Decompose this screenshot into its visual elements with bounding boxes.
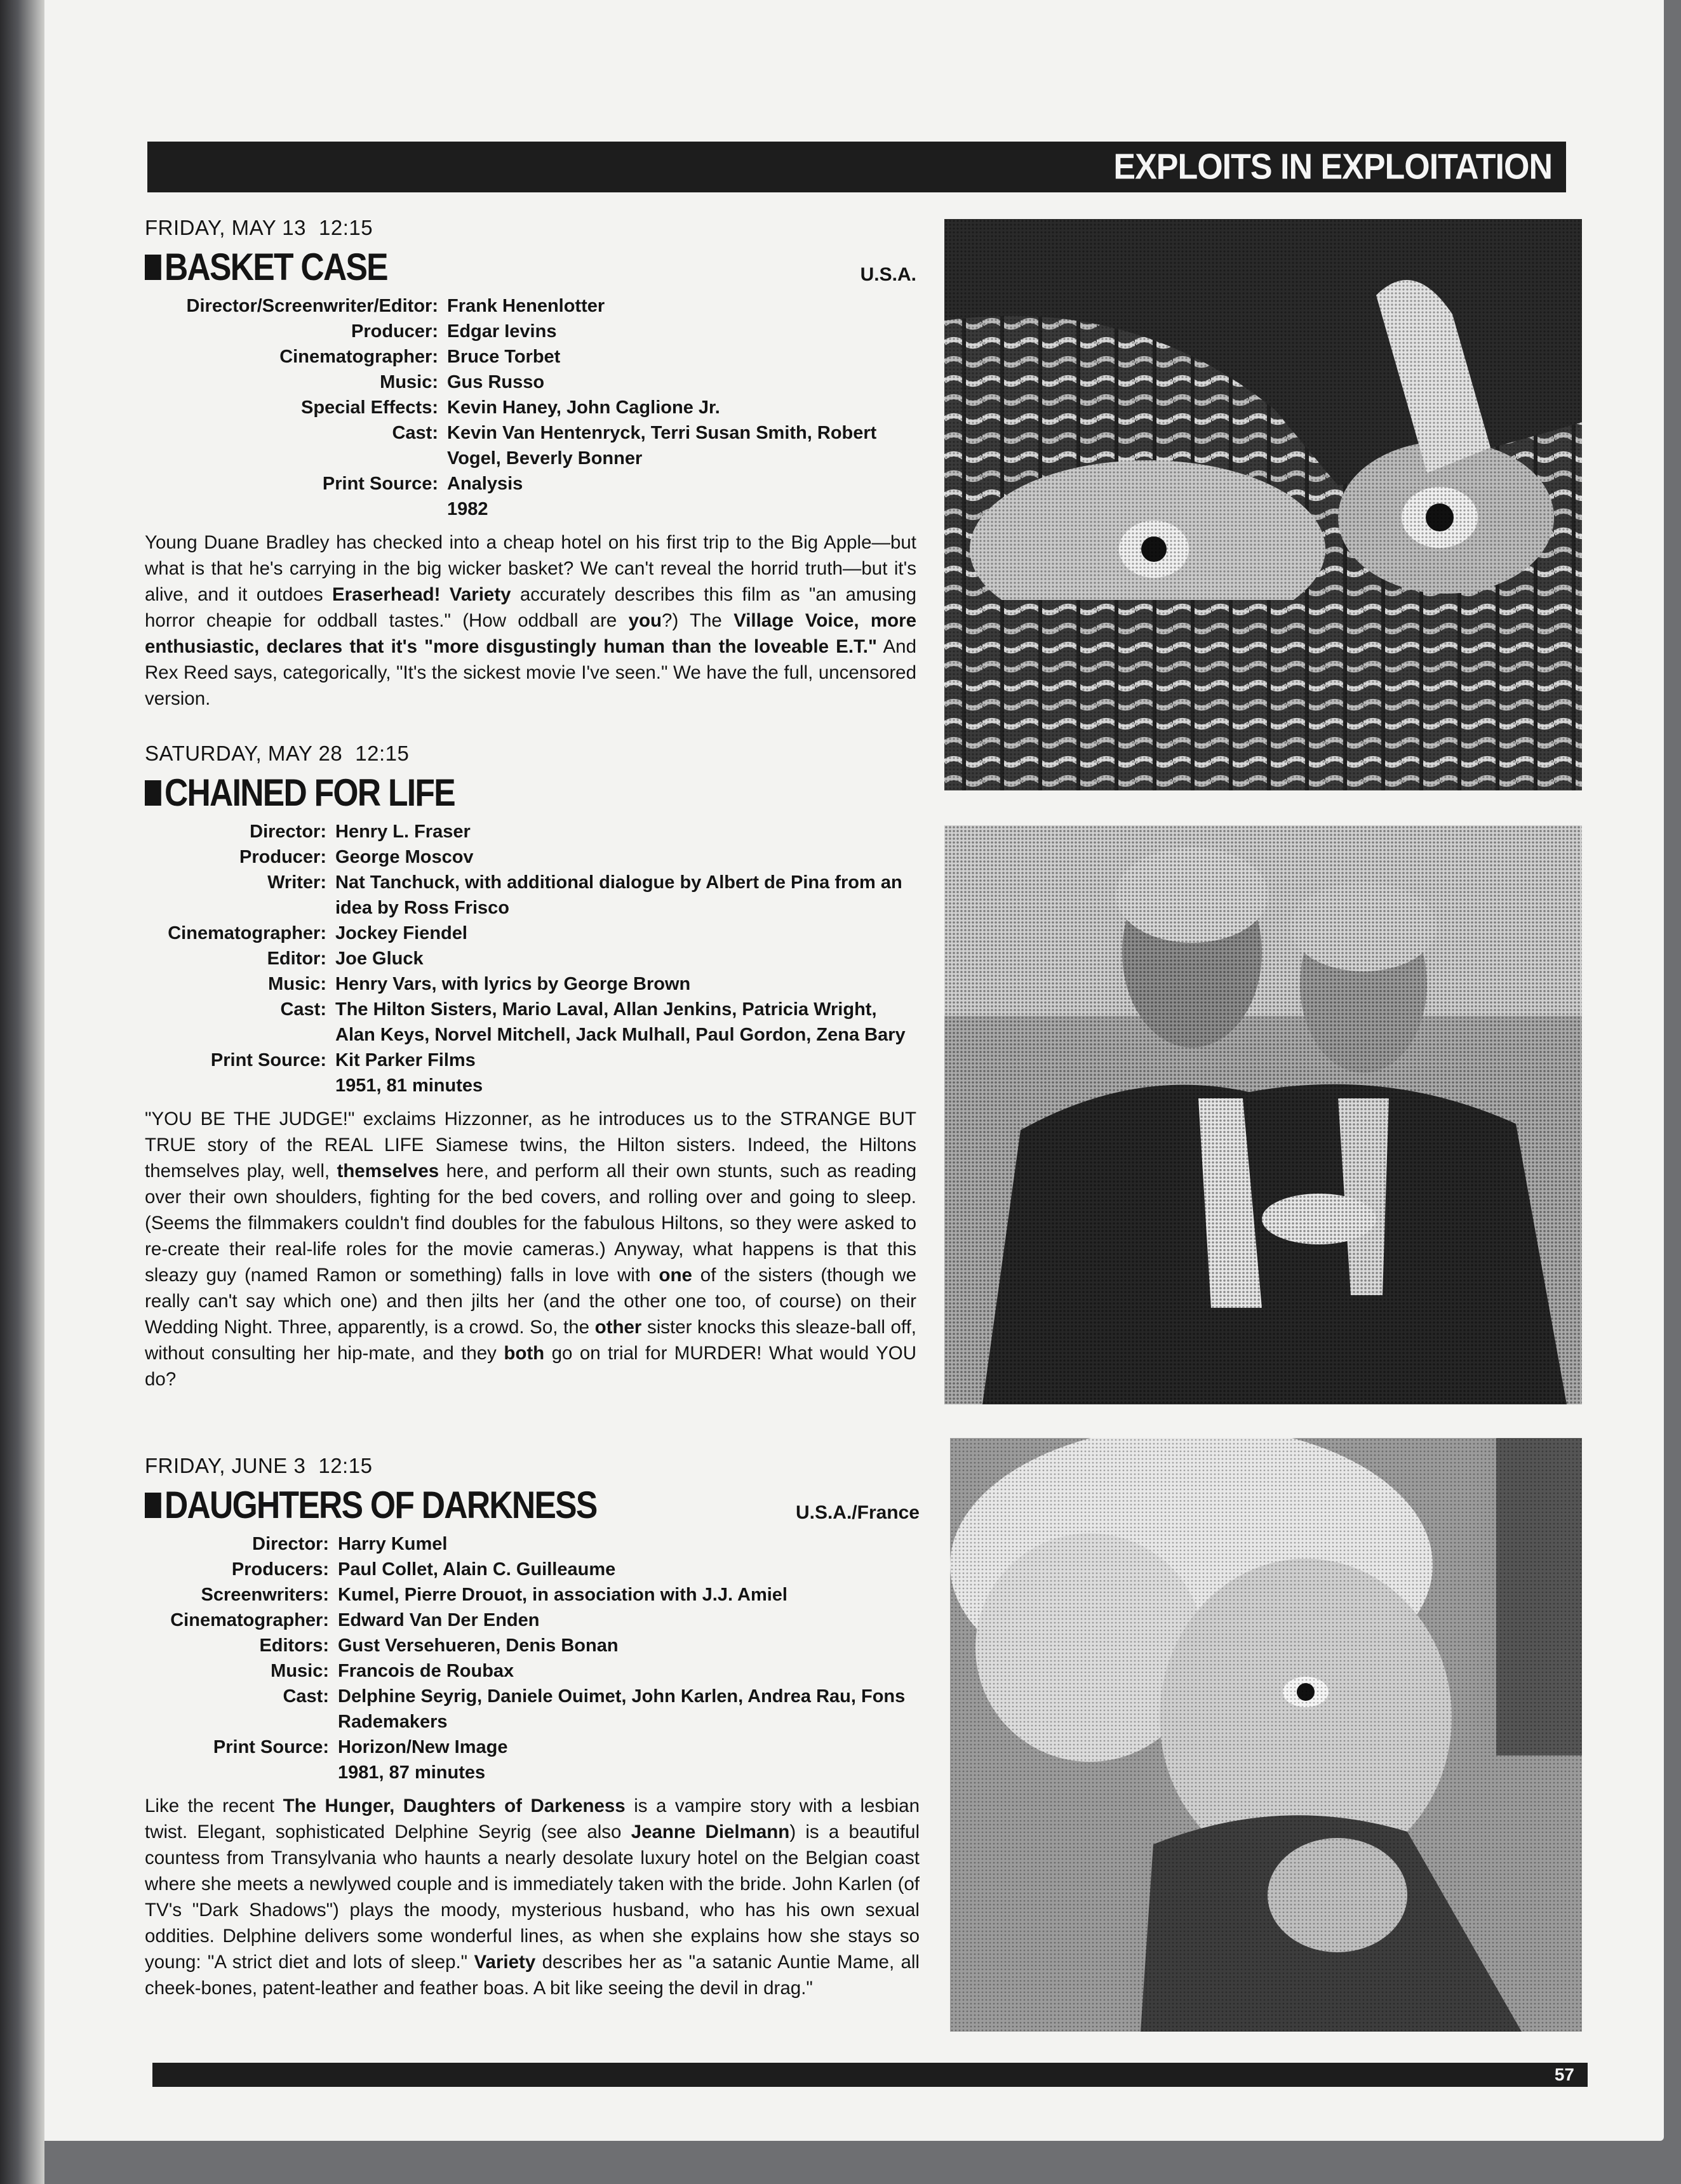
emphasis-text: Village Voice, more enthusiastic, declares that it's "more disgustingly human than the loveable E.T." — [145, 610, 916, 657]
credit-role: Music: — [268, 974, 326, 994]
description-text: Like the recent — [145, 1795, 283, 1816]
credit-name: 1981, 87 minutes — [338, 1762, 486, 1783]
credit-row — [145, 471, 916, 496]
credit-name: Henry Vars, with lyrics by George Brown — [335, 974, 691, 994]
credit-name: Bruce Torbet — [447, 347, 561, 367]
still-photo-daughters-of-darkness — [950, 1438, 1582, 2032]
book-spine-shadow — [0, 0, 44, 2184]
credit-name: Kevin Haney, John Caglione Jr. — [447, 397, 720, 418]
credit-row — [145, 1658, 920, 1684]
credit-row — [145, 1048, 916, 1073]
credit-row — [145, 844, 916, 870]
credit-name: Gust Versehueren, Denis Bonan — [338, 1635, 619, 1656]
credit-name: George Moscov — [335, 847, 474, 867]
credit-name: Paul Collet, Alain C. Guilleaume — [338, 1559, 616, 1580]
film-description — [145, 1793, 920, 2001]
emphasis-text: you — [628, 610, 662, 631]
credit-role: Screenwriters: — [201, 1585, 329, 1605]
credit-row — [145, 1557, 920, 1582]
emphasis-text: themselves — [337, 1161, 439, 1182]
credit-role — [145, 1760, 338, 1785]
credit-role: Cinematographer: — [168, 923, 326, 943]
credit-row — [145, 496, 916, 522]
bullet-square-icon — [145, 1493, 161, 1518]
credit-name: Nat Tanchuck, with additional dialogue by Albert de Pina from an idea by Ross Frisco — [335, 872, 902, 918]
credit-role — [145, 1073, 335, 1098]
film-listing-basket-case — [145, 216, 916, 712]
footer-bar — [152, 2063, 1588, 2087]
film-title-text: BASKET CASE — [164, 246, 387, 288]
emphasis-text: both — [504, 1343, 545, 1364]
description-text: here, and perform all their own stunts, such as reading over their own shoulders, fighting for the bed covers, and rolling over and going to sleep. (Seems the filmmakers couldn't find doubles for the fabulous Hiltons, so they were asked to re-create their real-life roles for the movie cameras.) Anyway, what happens is that this sleazy guy (named Ramon or something) falls in love with — [145, 1161, 916, 1286]
credit-name: Horizon/New Image — [338, 1737, 508, 1757]
credit-row — [145, 293, 916, 319]
film-title — [145, 244, 387, 291]
credit-name: The Hilton Sisters, Mario Laval, Allan Jenkins, Patricia Wright, Alan Keys, Norvel Mitchell, Jack Mulhall, Paul Gordon, Zena Bary — [335, 999, 906, 1045]
description-text: ?) The — [662, 610, 734, 631]
credit-row — [145, 870, 916, 921]
credit-row — [145, 1760, 920, 1785]
credit-name: Henry L. Fraser — [335, 822, 471, 842]
description-text: And Rex Reed says, categorically, "It's the sickest movie I've seen." We have the full, uncensored version. — [145, 636, 916, 709]
credit-name: Joe Gluck — [335, 949, 424, 969]
credit-name: Jockey Fiendel — [335, 923, 467, 943]
credit-role: Producers: — [231, 1559, 329, 1580]
film-description — [145, 1106, 916, 1392]
still-photo-basket-case — [944, 219, 1582, 790]
screening-date: FRIDAY, MAY 13 — [145, 216, 306, 239]
credits-list — [145, 293, 916, 522]
credit-row — [145, 395, 916, 420]
credits-list — [145, 819, 916, 1098]
credit-role: Writer: — [267, 872, 326, 893]
credit-name: Gus Russo — [447, 372, 545, 392]
emphasis-text: The Hunger, Daughters of Darkeness — [283, 1795, 626, 1816]
credit-row — [145, 921, 916, 946]
credit-role: Producer: — [239, 847, 326, 867]
credit-row — [145, 344, 916, 370]
film-listing-chained-for-life — [145, 742, 916, 1392]
description-text: of the sisters (though we really can't say which one) and then jilts her (and the other one too, of course) on their Wedding Night. Three, apparently, is a crowd. So, the — [145, 1265, 917, 1338]
credit-name: Harry Kumel — [338, 1534, 448, 1554]
credit-role: Music: — [380, 372, 438, 392]
credit-name: Frank Henenlotter — [447, 296, 605, 316]
credit-role: Cinematographer: — [170, 1610, 329, 1630]
credit-role: Director: — [252, 1534, 329, 1554]
emphasis-text: other — [594, 1317, 642, 1338]
credit-row — [145, 1073, 916, 1098]
credit-name: Kevin Van Hentenryck, Terri Susan Smith, Robert Vogel, Beverly Bonner — [447, 423, 877, 469]
film-title — [145, 1482, 597, 1529]
credit-role: Print Source: — [213, 1737, 329, 1757]
screening-date: FRIDAY, JUNE 3 — [145, 1454, 306, 1477]
credits-list — [145, 1531, 920, 1785]
emphasis-text: Jeanne Dielmann — [631, 1821, 790, 1842]
film-country: U.S.A./France — [795, 1502, 920, 1523]
credit-role: Print Source: — [210, 1050, 326, 1070]
credit-role: Editors: — [259, 1635, 329, 1656]
credit-row — [145, 1735, 920, 1760]
credit-name: Edgar Ievins — [447, 321, 557, 342]
film-listing-daughters-of-darkness — [145, 1454, 920, 2001]
credit-row — [145, 319, 916, 344]
description-text: go on trial for MURDER! What would YOU do? — [145, 1343, 916, 1390]
film-description — [145, 529, 916, 712]
credit-name: Kumel, Pierre Drouot, in association with J.J. Amiel — [338, 1585, 787, 1605]
description-text: "YOU BE THE JUDGE!" exclaims Hizzonner, as he introduces us to the STRANGE BUT TRUE story of the REAL LIFE Siamese twins, the Hilton sisters. Indeed, the Hiltons themselves play, well, — [145, 1109, 916, 1182]
screening-date: SATURDAY, MAY 28 — [145, 742, 343, 765]
credit-name: Kit Parker Films — [335, 1050, 476, 1070]
credit-role: Special Effects: — [301, 397, 438, 418]
credit-name: Francois de Roubax — [338, 1661, 514, 1681]
screening-dateline — [145, 1454, 920, 1478]
credit-role — [145, 496, 447, 522]
screening-dateline — [145, 216, 916, 240]
title-row — [145, 1482, 920, 1529]
film-country: U.S.A. — [860, 264, 916, 285]
credit-role: Cast: — [392, 423, 438, 443]
credit-role: Director/Screenwriter/Editor: — [186, 296, 438, 316]
credit-row — [145, 946, 916, 971]
credit-role: Music: — [271, 1661, 329, 1681]
credit-name: Analysis — [447, 474, 523, 494]
description-text: ) is a beautiful countess from Transylvania who haunts a nearly desolate luxury hotel on the Belgian coast where she meets a newlywed couple and is immediately taken with the bride. John Karlen (of TV's "Dark Shadows") plays the moody, mysterious husband, who has his own sexual oddities. Delphine delivers some wonderful lines, as when she explains how she stays so young: "A strict diet and lots of sleep." — [145, 1821, 920, 1973]
credit-role: Cinematographer: — [279, 347, 438, 367]
description-text: accurately describes this film as "an amusing horror cheapie for oddball tastes." (How oddball are — [145, 584, 916, 631]
credit-row — [145, 1582, 920, 1608]
description-text: sister knocks this sleaze-ball off, without consulting her hip-mate, and they — [145, 1317, 916, 1364]
bullet-square-icon — [145, 255, 161, 280]
credit-role: Editor: — [267, 949, 326, 969]
film-title — [145, 769, 455, 816]
title-row — [145, 244, 916, 291]
credit-role: Print Source: — [322, 474, 438, 494]
credit-name: Delphine Seyrig, Daniele Ouimet, John Karlen, Andrea Rau, Fons Rademakers — [338, 1686, 906, 1732]
emphasis-text: one — [659, 1265, 692, 1286]
credit-row — [145, 1684, 920, 1735]
credit-row — [145, 971, 916, 997]
title-row — [145, 769, 916, 816]
film-title-text: DAUGHTERS OF DARKNESS — [164, 1484, 597, 1526]
film-title-text: CHAINED FOR LIFE — [164, 771, 455, 814]
credit-name: Edward Van Der Enden — [338, 1610, 540, 1630]
credit-role: Director: — [250, 822, 326, 842]
description-text: Young Duane Bradley has checked into a cheap hotel on his first trip to the Big Apple—but what is that he's carrying in the big wicker basket? We can't reveal the horrid truth—but it's alive, and it outdoes — [145, 532, 916, 605]
credit-role: Cast: — [283, 1686, 329, 1707]
description-text: describes her as "a satanic Auntie Mame, all cheek-bones, patent-leather and feather boas. A bit like seeing the devil in drag." — [145, 1952, 920, 1999]
emphasis-text: Variety — [474, 1952, 536, 1973]
section-title: EXPLOITS IN EXPLOITATION — [1113, 147, 1552, 187]
bullet-square-icon — [145, 780, 161, 806]
screening-time: 12:15 — [318, 216, 373, 239]
credit-row — [145, 997, 916, 1048]
credit-row — [145, 1608, 920, 1633]
credit-name: 1982 — [447, 499, 488, 519]
credit-row — [145, 420, 916, 471]
credit-row — [145, 370, 916, 395]
screening-time: 12:15 — [355, 742, 410, 765]
still-photo-chained-for-life — [944, 825, 1582, 1404]
emphasis-text: Eraserhead! Variety — [332, 584, 511, 605]
credit-role: Producer: — [351, 321, 438, 342]
credit-name: 1951, 81 minutes — [335, 1075, 483, 1096]
credit-row — [145, 1531, 920, 1557]
description-text: is a vampire story with a lesbian twist. Elegant, sophisticated Delphine Seyrig (see also — [145, 1795, 920, 1842]
credit-row — [145, 819, 916, 844]
credit-role: Cast: — [280, 999, 326, 1020]
page-number: 57 — [1554, 2065, 1574, 2084]
screening-dateline — [145, 742, 916, 766]
credit-row — [145, 1633, 920, 1658]
screening-time: 12:15 — [318, 1454, 373, 1477]
